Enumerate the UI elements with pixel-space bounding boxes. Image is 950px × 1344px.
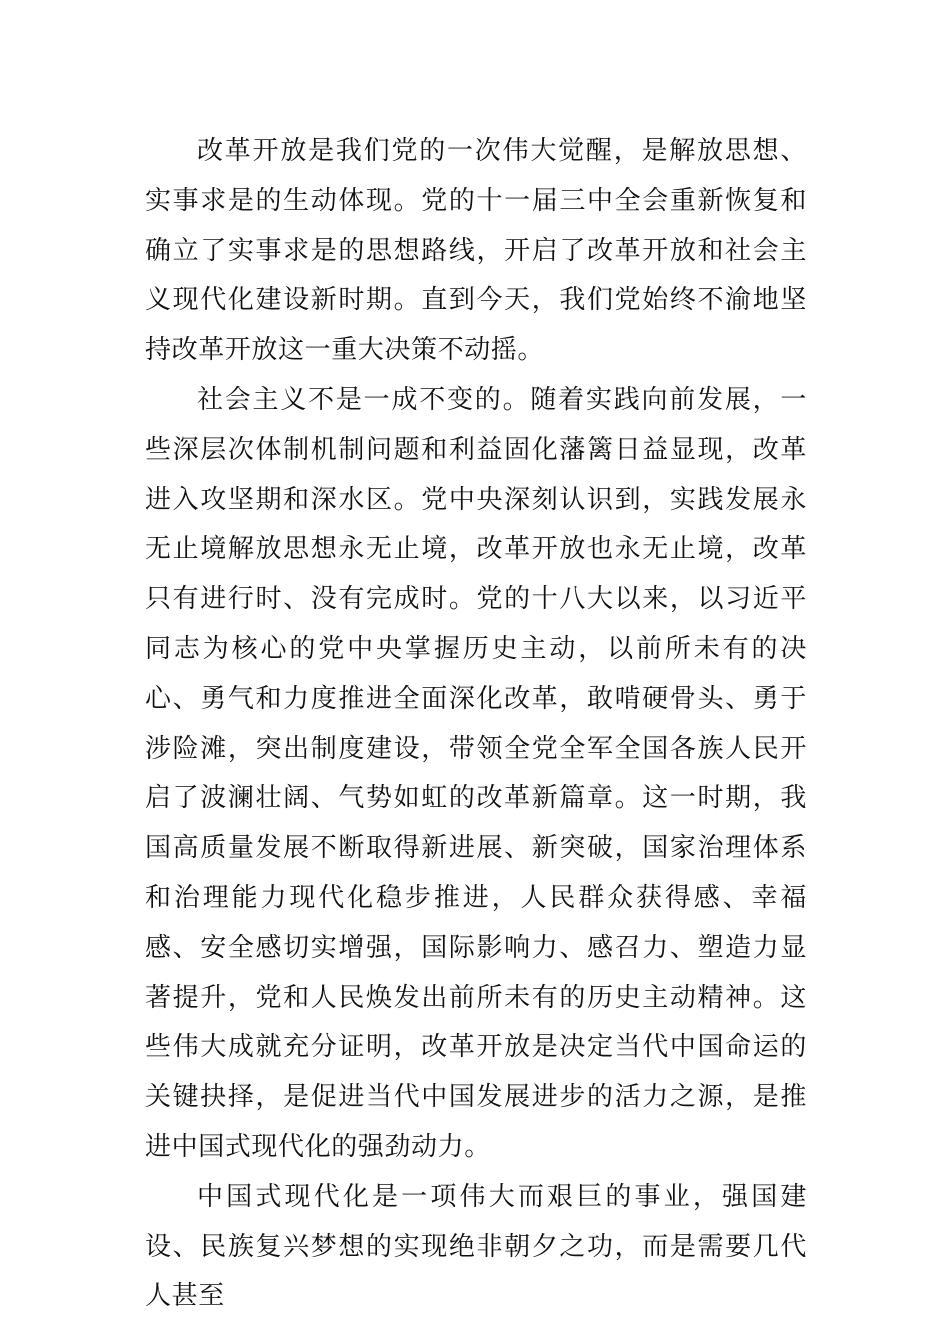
paragraph-socialism-reform: 社会主义不是一成不变的。随着实践向前发展，一些深层次体制机制问题和利益固化藩篱日益显现，改革进入攻坚期和深水区。党中央深刻认识到，实践发展永无止境解放思想永无止境，改革开放也永无止境，改革只有进行时、没有完成时。党的十八大以来，以习近平同志为核心的党中央掌握历史主动，以前所未有的决心、勇气和力度推进全面深化改革，敢啃硬骨头、勇于涉险滩，突出制度建设，带领全党全军全国各族人民开启了波澜壮阔、气势如虹的改革新篇章。这一时期，我国高质量发展不断取得新进展、新突破，国家治理体系和治理能力现代化稳步推进，人民群众获得感、幸福感、安全感切实增强，国际影响力、感召力、塑造力显著提升，党和人民焕发出前所未有的历史主动精神。这些伟大成就充分证明，改革开放是决定当代中国命运的关键抉择，是促进当代中国发展进步的活力之源，是推进中国式现代化的强劲动力。 bbox=[145, 384, 807, 1162]
document-body bbox=[145, 127, 807, 1322]
paragraph-chinese-modernization: 中国式现代化是一项伟大而艰巨的事业，强国建设、民族复兴梦想的实现绝非朝夕之功，而是需要几代人甚至 bbox=[145, 1181, 807, 1312]
paragraph-reform-opening: 改革开放是我们党的一次伟大觉醒，是解放思想、实事求是的生动体现。党的十一届三中全会重新恢复和确立了实事求是的思想路线，开启了改革开放和社会主义现代化建设新时期。直到今天，我们党始终不渝地坚持改革开放这一重大决策不动摇。 bbox=[145, 136, 807, 366]
